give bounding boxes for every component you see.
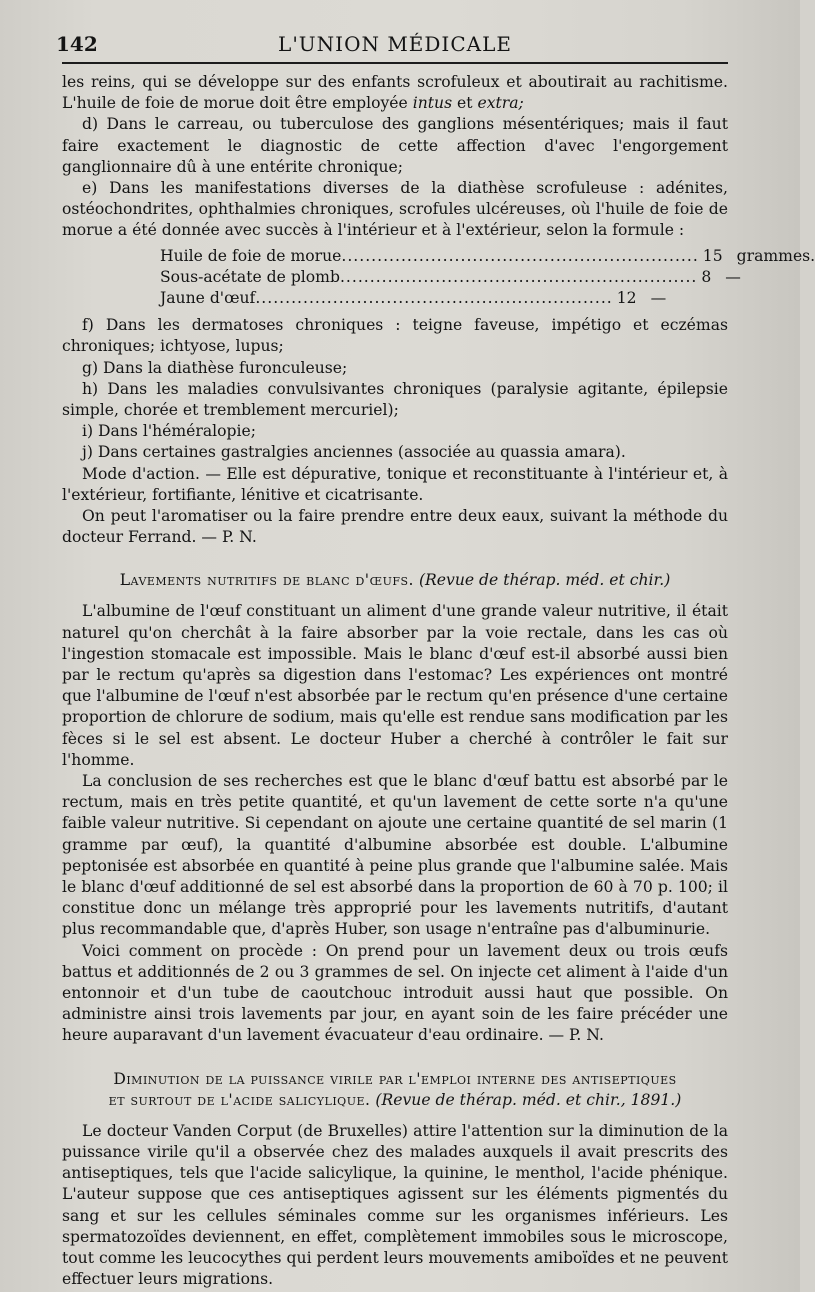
list-item-f: f) Dans les dermatoses chroniques : teigne faveuse, impétigo et eczémas chroniques; ichtyose, lupus; xyxy=(62,316,728,356)
formula-row: Jaune d'œuf ............................................................ 12 — xyxy=(160,289,667,307)
section-title-lavements: Lavements nutritifs de blanc d'œufs. (Revue de thérap. méd. et chir.) xyxy=(119,571,671,590)
list-item-d: d) Dans le carreau, ou tuberculose des ganglions mésentériques; mais il faut faire exactement le diagnostic de cette affection d'avec l'engorgement ganglionnaire dû à une entérite chronique; xyxy=(62,115,728,176)
mode-action-paragraph: Mode d'action. — Elle est dépurative, tonique et reconstituante à l'intérieur et, à l'extérieur, fortifiante, lénitive et cicatrisante. xyxy=(62,464,728,504)
list-item-g: g) Dans la diathèse furonculeuse; xyxy=(82,358,348,377)
section2-paragraph: Le docteur Vanden Corput (de Bruxelles) attire l'attention sur la diminution de la puissance virile qu'il a observée chez des malades auxquels il avait prescrits des antiseptiques, tels que l'acide salicylique, la quinine, le menthol, l'acide phénique. L'auteur suppose que ces antiseptiques agissent sur les éléments pigmentés du sang et sur les cellules séminales comme sur les organismes inférieurs. Les spermatozoïdes deviennent, en effet, complètement immobiles sous le microscope, tout comme les leucocythes qui perdent leurs mouvements amiboïdes et ne peuvent effectuer leurs migrations. xyxy=(62,1121,728,1289)
section1-paragraph: Voici comment on procède : On prend pour un lavement deux ou trois œufs battus et additionnés de 2 ou 3 grammes de sel. On injecte cet aliment à l'aide d'un entonnoir et d'un tube de caoutchouc introduit aussi haut que possible. On administre ainsi trois lavements par jour, en ayant soin de les faire précéder une heure auparavant d'un lavement évacuateur d'eau ordinaire. — P. N. xyxy=(62,941,728,1045)
aromatiser-paragraph: On peut l'aromatiser ou la faire prendre entre deux eaux, suivant la méthode du docteur Ferrand. — P. N. xyxy=(62,507,728,547)
section1-paragraph: La conclusion de ses recherches est que le blanc d'œuf battu est absorbé par le rectum, mais en très petite quantité, et qu'un lavement de cette sorte n'a qu'une faible valeur nutritive. Si cependant on ajoute une certaine quantité de sel marin (1 gramme par œuf), la quantité d'albumine absorbée est double. L'albumine peptonisée est absorbée en quantité à peine plus grande que l'albumine salée. Mais le blanc d'œuf additionné de sel est absorbé dans la proportion de 60 à 70 p. 100; il constitue donc un mélange très approprié pour les lavements nutritifs, d'autant plus recommandable que, d'après Huber, son usage n'entraîne pas d'albuminurie. xyxy=(62,772,728,939)
list-item-h: h) Dans les maladies convulsivantes chroniques (paralysie agitante, épilepsie simple, chorée et tremblement mercuriel); xyxy=(62,379,728,419)
list-item-e: e) Dans les manifestations diverses de la diathèse scrofuleuse : adénites, ostéochondrites, ophthalmies chroniques, scrofules ulcéreuses, où l'huile de foie de morue a été donnée avec succès à l'intérieur et à l'extérieur, selon la formule : xyxy=(62,179,728,240)
page-header xyxy=(56,28,728,64)
formula-table xyxy=(160,246,815,310)
page-number: 142 xyxy=(56,32,98,56)
formula-row: Sous-acétate de plomb ............................................................ 8 — xyxy=(160,267,741,286)
section1-paragraph: L'albumine de l'œuf constituant un aliment d'une grande valeur nutritive, il était naturel qu'on cherchât à la faire absorber par la voie rectale, dans les cas où l'ingestion stomacale est impossible. Mais le blanc d'œuf est-il absorbé aussi bien par le rectum qu'après sa digestion dans l'estomac? Les expériences ont montré que l'albumine de l'œuf n'est absorbée par le rectum qu'en présence d'une certaine proportion de chlorure de sodium, mais qu'elle est rendue sans modification par les fèces si le sel est absent. Le docteur Huber a cherché à contrôler le fait sur l'homme. xyxy=(62,602,728,769)
intro-paragraph: les reins, qui se développe sur des enfants scrofuleux et aboutirait au rachitisme. L'huile de foie de morue doit être employée intus et extra; xyxy=(62,73,728,113)
running-title: L'UNION MÉDICALE xyxy=(278,32,512,56)
list-item-j: j) Dans certaines gastralgies anciennes (associée au quassia amara). xyxy=(82,443,626,462)
body-text xyxy=(62,72,815,1290)
section-title-diminution: Diminution de la puissance virile par l'emploi interne des antiseptiques et surtout de l'acide salicylique. (Revue de thérap. méd. et chir., 1891.) xyxy=(108,1069,682,1109)
formula-row: Huile de foie de morue ............................................................ 15 grammes. xyxy=(160,246,815,265)
list-item-i: i) Dans l'héméralopie; xyxy=(82,422,256,441)
